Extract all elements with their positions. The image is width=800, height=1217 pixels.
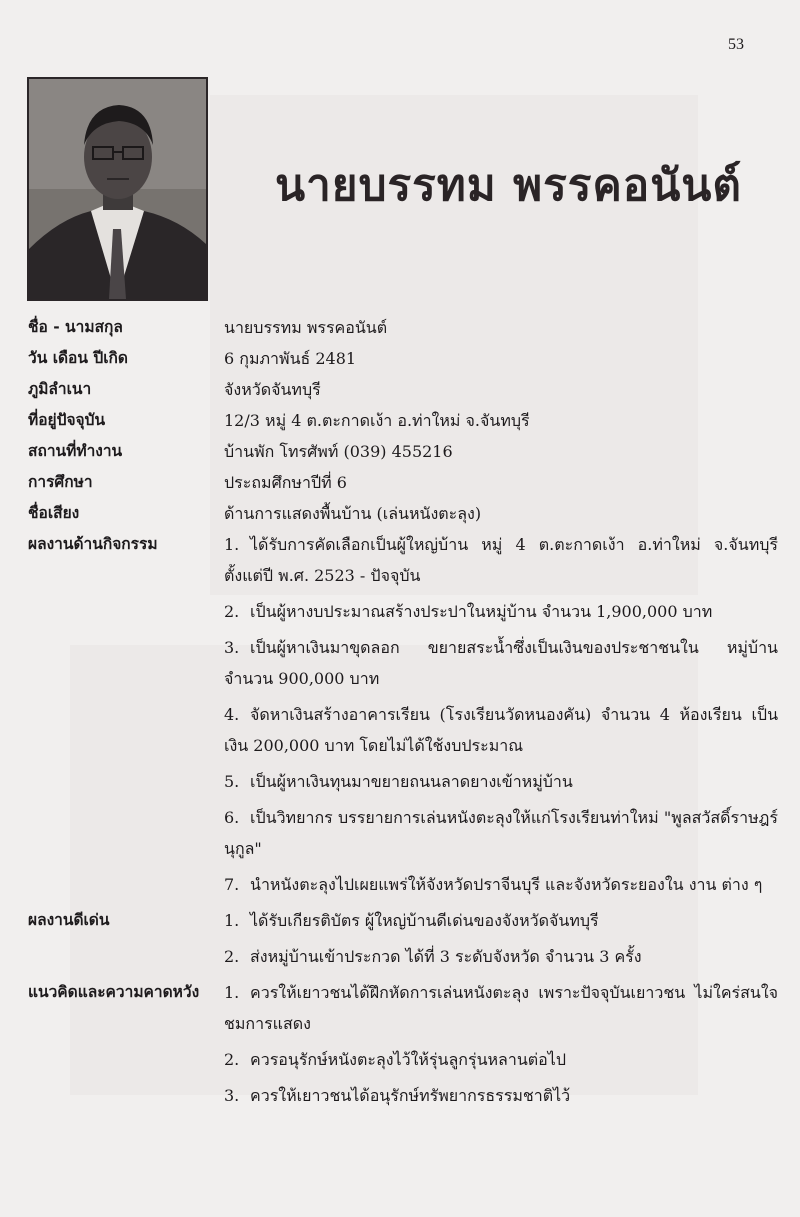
row-fame <box>28 498 778 529</box>
activities-list <box>224 529 778 905</box>
item-number: 3. <box>224 638 240 657</box>
row-education <box>28 467 778 498</box>
ideas-list <box>224 977 778 1116</box>
page-number: 53 <box>728 36 744 53</box>
field-value: 6 กุมภาพันธ์ 2481 <box>224 349 357 368</box>
item-text: ส่งหมู่บ้านเข้าประกวด ได้ที่ 3 ระดับจังหวัด จำนวน 3 ครั้ง <box>250 947 642 966</box>
section-label: ผลงานด้านกิจกรรม <box>28 535 158 553</box>
list-item <box>224 1044 778 1075</box>
list-item <box>224 632 778 694</box>
list-item <box>224 766 778 797</box>
field-label: ที่อยู่ปัจจุบัน <box>28 411 106 429</box>
item-number: 2. <box>224 947 240 966</box>
row-address <box>28 405 778 436</box>
field-label: ชื่อเสียง <box>28 504 80 522</box>
field-label: วัน เดือน ปีเกิด <box>28 349 128 367</box>
field-value: ด้านการแสดงพื้นบ้าน (เล่นหนังตะลุง) <box>224 504 482 523</box>
item-text: นำหนังตะลุงไปเผยแพร่ให้จังหวัดปราจีนบุรี และจังหวัดระยองใน งาน ต่าง ๆ <box>250 875 763 894</box>
item-number: 1. <box>224 983 240 1002</box>
item-text: เป็นผู้หาเงินมาขุดลอก ขยายสระน้ำซึ่งเป็นเงินของประชาชนใน หมู่บ้าน จำนวน 900,000 บาท <box>224 638 778 688</box>
field-label: ชื่อ - นามสกุล <box>28 318 123 336</box>
item-number: 6. <box>224 808 240 827</box>
portrait-photo <box>27 77 208 301</box>
list-item <box>224 529 778 591</box>
item-text: เป็นวิทยากร บรรยายการเล่นหนังตะลุงให้แก่โรงเรียนท่าใหม่ "พูลสวัสดิ์ราษฎร์นุกูล" <box>224 808 778 858</box>
field-label: การศึกษา <box>28 473 93 491</box>
row-activities <box>28 529 778 905</box>
field-value: 12/3 หมู่ 4 ต.ตะกาดเง้า อ.ท่าใหม่ จ.จันทบุรี <box>224 411 530 430</box>
item-text: เป็นผู้หางบประมาณสร้างประปาในหมู่บ้าน จำนวน 1,900,000 บาท <box>250 602 713 621</box>
item-text: ควรให้เยาวชนได้อนุรักษ์ทรัพยากรธรรมชาติไว้ <box>250 1086 571 1105</box>
field-value: บ้านพัก โทรศัพท์ (039) 455216 <box>224 442 453 461</box>
item-number: 1. <box>224 535 240 554</box>
section-label: แนวคิดและความคาดหวัง <box>28 983 200 1001</box>
item-number: 2. <box>224 1050 240 1069</box>
item-number: 1. <box>224 911 240 930</box>
field-label: สถานที่ทำงาน <box>28 442 123 460</box>
item-number: 7. <box>224 875 240 894</box>
item-number: 4. <box>224 705 240 724</box>
item-text: ควรอนุรักษ์หนังตะลุงไว้ให้รุ่นลูกรุ่นหลานต่อไป <box>250 1050 566 1069</box>
item-number: 3. <box>224 1086 240 1105</box>
list-item <box>224 905 778 936</box>
item-number: 5. <box>224 772 240 791</box>
list-item <box>224 1080 778 1111</box>
row-ideas <box>28 977 778 1116</box>
list-item <box>224 941 778 972</box>
list-item <box>224 699 778 761</box>
field-value: ประถมศึกษาปีที่ 6 <box>224 473 347 492</box>
item-text: ได้รับเกียรติบัตร ผู้ใหญ่บ้านดีเด่นของจังหวัดจันทบุรี <box>250 911 599 930</box>
list-item <box>224 596 778 627</box>
list-item <box>224 802 778 864</box>
profile-details <box>28 312 778 1116</box>
row-achievements <box>28 905 778 977</box>
item-text: ได้รับการคัดเลือกเป็นผู้ใหญ่บ้าน หมู่ 4 ต.ตะกาดเง้า อ.ท่าใหม่ จ.จันทบุรี ตั้งแต่ปี พ.ศ. 2523 - ปัจจุบัน <box>224 535 778 585</box>
field-value: นายบรรทม พรรคอนันต์ <box>224 318 388 337</box>
item-text: จัดหาเงินสร้างอาคารเรียน (โรงเรียนวัดหนองคัน) จำนวน 4 ห้องเรียน เป็นเงิน 200,000 บาท โดยไม่ได้ใช้งบประมาณ <box>224 705 778 755</box>
list-item <box>224 977 778 1039</box>
page-title: นายบรรทม พรรคอนันต์ <box>275 160 742 211</box>
row-hometown <box>28 374 778 405</box>
item-number: 2. <box>224 602 240 621</box>
field-value: จังหวัดจันทบุรี <box>224 380 321 399</box>
achievements-list <box>224 905 778 977</box>
section-label: ผลงานดีเด่น <box>28 911 110 929</box>
row-workplace <box>28 436 778 467</box>
row-name <box>28 312 778 343</box>
item-text: ควรให้เยาวชนได้ฝึกหัดการเล่นหนังตะลุง เพราะปัจจุบันเยาวชน ไม่ใคร่สนใจชมการแสดง <box>224 983 778 1033</box>
field-label: ภูมิลำเนา <box>28 380 92 398</box>
row-birth <box>28 343 778 374</box>
list-item <box>224 869 778 900</box>
item-text: เป็นผู้หาเงินทุนมาขยายถนนลาดยางเข้าหมู่บ้าน <box>250 772 573 791</box>
